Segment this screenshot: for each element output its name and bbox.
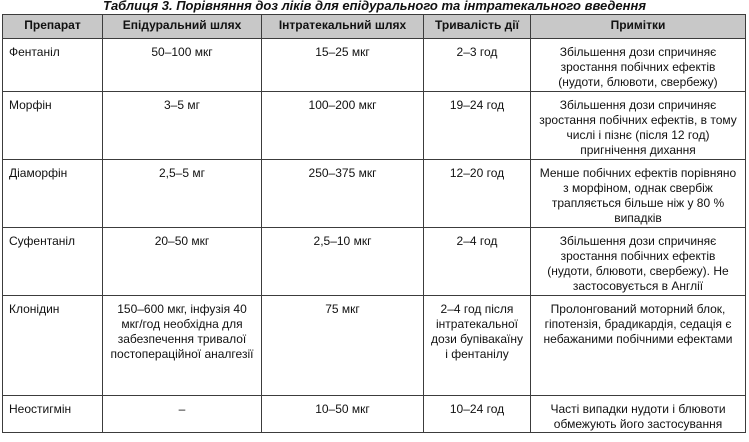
cell-notes: Збільшення дози спричиняє зростання побічних ефектів (нудоти, блювоти, свербежу)	[531, 39, 746, 92]
cell-duration: 2–3 год	[424, 39, 531, 92]
cell-intrathecal: 75 мкг	[262, 296, 424, 396]
cell-epidural: –	[103, 396, 262, 433]
table-row	[3, 92, 746, 160]
header-duration: Тривалість дії	[424, 15, 531, 39]
cell-epidural: 150–600 мкг, інфузія 40 мкг/год необхідна для забезпечення тривалої постопераційної аналгезії	[103, 296, 262, 396]
cell-duration: 19–24 год	[424, 92, 531, 160]
header-notes: Примітки	[531, 15, 746, 39]
cell-intrathecal: 10–50 мкг	[262, 396, 424, 433]
cell-epidural: 2,5–5 мг	[103, 160, 262, 228]
cell-intrathecal: 100–200 мкг	[262, 92, 424, 160]
header-intrathecal: Інтратекальний шлях	[262, 15, 424, 39]
cell-drug: Морфін	[3, 92, 103, 160]
header-epidural: Епідуральний шлях	[103, 15, 262, 39]
table-row	[3, 228, 746, 296]
header-drug: Препарат	[3, 15, 103, 39]
table-header-row	[3, 15, 746, 39]
cell-drug: Фентаніл	[3, 39, 103, 92]
table-row	[3, 296, 746, 396]
cell-epidural: 3–5 мг	[103, 92, 262, 160]
cell-intrathecal: 15–25 мкг	[262, 39, 424, 92]
table-row	[3, 396, 746, 433]
cell-drug: Клонідин	[3, 296, 103, 396]
cell-notes: Збільшення дози спричиняє зростання побічних ефектів, в тому числі і пізнє (після 12 год) пригнічення дихання	[531, 92, 746, 160]
table-row	[3, 160, 746, 228]
cell-duration: 10–24 год	[424, 396, 531, 433]
cell-epidural: 50–100 мкг	[103, 39, 262, 92]
cell-notes: Менше побічних ефектів порівняно з морфіном, однак свербіж трапляється більше ніж у 80 % випадків	[531, 160, 746, 228]
cell-notes: Часті випадки нудоти і блювоти обмежують його застосування	[531, 396, 746, 433]
cell-intrathecal: 250–375 мкг	[262, 160, 424, 228]
table-caption: Таблиця 3. Порівняння доз ліків для епідурального та інтратекального введення	[103, 0, 646, 13]
dose-comparison-table	[2, 14, 746, 433]
cell-intrathecal: 2,5–10 мкг	[262, 228, 424, 296]
cell-drug: Суфентаніл	[3, 228, 103, 296]
cell-duration: 2–4 год	[424, 228, 531, 296]
cell-notes: Пролонгований моторний блок, гіпотензія, брадикардія, седація є небажаними побічними ефектами	[531, 296, 746, 396]
cell-duration: 12–20 год	[424, 160, 531, 228]
cell-drug: Діаморфін	[3, 160, 103, 228]
cell-notes: Збільшення дози спричиняє зростання побічних ефектів (нудоти, блювоти, свербежу). Не застосовується в Англії	[531, 228, 746, 296]
cell-drug: Неостигмін	[3, 396, 103, 433]
cell-epidural: 20–50 мкг	[103, 228, 262, 296]
cell-duration: 2–4 год після інтратекальної дози бупівакаїну і фентанілу	[424, 296, 531, 396]
table-row	[3, 39, 746, 92]
